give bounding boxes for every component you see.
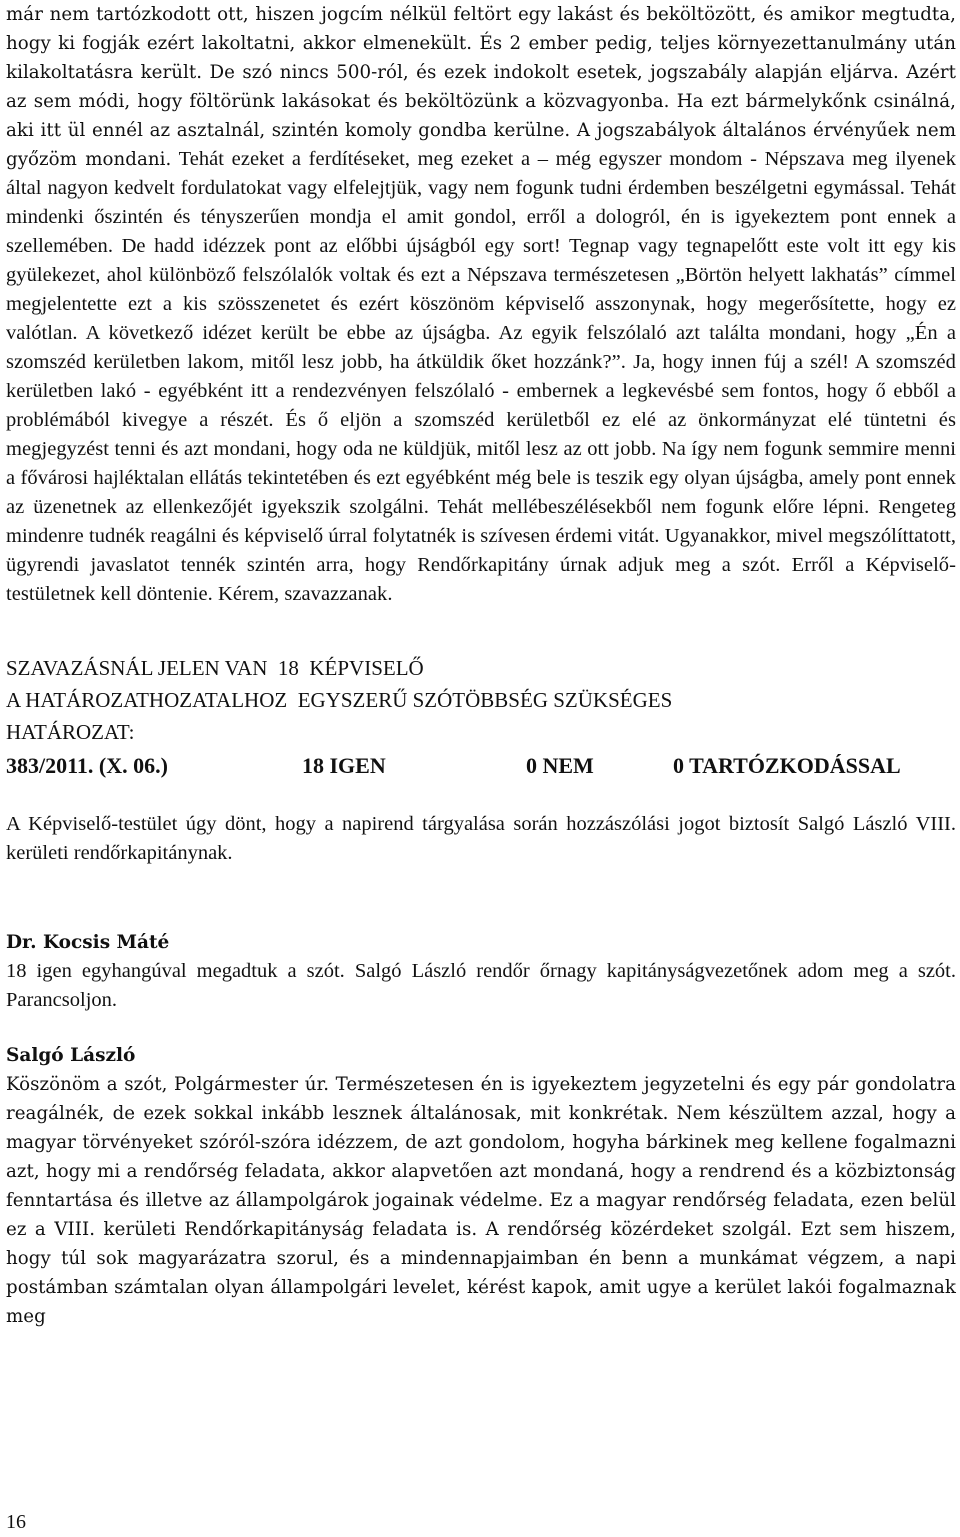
resolution-result-row <box>6 748 956 784</box>
speaker-salgo: Salgó László <box>6 1045 136 1066</box>
vote-majority-line: A HATÁROZATHOZATALHOZ EGYSZERŰ SZÓTÖBBSÉG SZÜKSÉGES <box>6 688 673 712</box>
salgo-text: Köszönöm a szót, Polgármester úr. Természetesen én is igyekeztem jegyzetelni és egy pár gondolatra reagálnék, de ezek sokkal inkább lesznek általánosak, mit konkrétak. Nem készültem azzal, hogy a magyar törvényeket szóról-szóra idézzem, de azt gondolom, hogyha bárkinek meg kellene fogalmazni azt, hogy mi a rendőrség feladata, akkor alapvetően azt mondaná, hogy a rendrend és a közbiztonság fenntartása és illetve az állampolgárok jogainak védelme. Ez a magyar rendőrség feladata, ezen belül ez a VIII. kerületi Rendőrkapitányság feladata is. A rendőrség közérdeket szolgál. Ezt sem hiszem, hogy túl sok magyarázatra szorul, és a mindennapjaimban én benn a munkámat végzem, a napi postámban számtalan olyan állampolgári levelet, kérést kapok, amit ugye a kerület lakói fogalmaznak meg <box>6 1074 956 1327</box>
vote-present-line: SZAVAZÁSNÁL JELEN VAN 18 KÉPVISELŐ <box>6 656 424 680</box>
resolution-number: 383/2011. (X. 06.) <box>6 753 168 778</box>
votes-yes: 18 IGEN <box>302 753 386 778</box>
resolution-label: HATÁROZAT: <box>6 720 135 744</box>
section-gap <box>6 784 956 810</box>
votes-abstain: 0 TARTÓZKODÁSSAL <box>673 753 901 778</box>
opening-paragraph-part2: Tehát ezeket a ferdítéseket, meg ezeket a – még egyszer mondom - Népszava meg ilyenek által nagyon kedvelt fordulatokat vagy elfelejtjük, vagy nem fogunk tudni érdemben beszélgetni egymással. Tehát mindenki őszintén és tényszerűen mondja el amit gondol, erről a dologról, én is igyekeztem pont ennek a szellemében. De hadd idézzek pont az előbbi újságból egy sort! Tegnap vagy tegnapelőtt este volt itt egy kis gyülekezet, ahol különböző felszólalók voltak és ezt a Népszava természetesen „Börtön helyett lakhatás” címmel megjelentette ezt a kis szösszenetet és ezért köszönöm képviselő asszonynak, hogy megerősítette, hogy ez valótlan. A következő idézet került be ebbe az újságba. Az egyik felszólaló azt találta mondani, hogy „Én a szomszéd kerületben lakom, mitől lesz jobb, ha átküldik őket hozzánk?”. Ja, hogy innen fúj a szél! A szomszéd kerületben lakó - egyébként itt a rendezvényen felszólaló - embernek a legkevésbé sem fontos, hogy ő ebből a problémából kivegye a részét. És ő eljön a szomszéd kerületből ez elé az önkormányzat elé tüntetni és megjegyzést tenni és azt mondani, hogy oda ne küldjük, mitől lesz az ott jobb. Na így nem fogunk semmire menni a fővárosi hajléktalan ellátás tekintetében és ezt egyébként még bele is teszik egy olyan újságba, amely pont ennek az üzenetnek az ellenkezőjét igyekszik szolgálni. Tehát mellébeszélésekből nem fogunk előre lépni. Rengeteg mindenre tudnék reagálni és képviselő úrral folytatnék is szívesen érdemi vitát. Ugyanakkor, mivel megszólíttatott, ügyrendi javaslatot tennék szintén arra, hogy Rendőrkapitány úrnak adjuk meg a szót. Erről a Képviselő-testületnek kell döntenie. Kérem, szavazzanak. <box>6 148 957 605</box>
speaker-kocsis: Dr. Kocsis Máté <box>6 932 170 953</box>
section-gap <box>6 868 956 928</box>
page-number: 16 <box>6 1511 26 1533</box>
kocsis-text: 18 igen egyhangúval megadtuk a szót. Salgó László rendőr őrnagy kapitányságvezetőnek adom meg a szót. Parancsoljon. <box>6 960 956 1011</box>
opening-paragraph-part1: már nem tartózkodott ott, hiszen jogcím nélkül feltört egy lakást és beköltözött, és amikor megtudta, hogy ki fogják ezért lakoltatni, akkor elmenekült. És 2 ember pedig, teljes környezettanulmány után kilakoltatásra került. De szó nincs 500-ról, és ezek indokolt esetek, jogszabály alapján eljárva. Azért az sem módi, hogy föltörünk lakásokat és beköltözünk a közvagyonba. Ha ezt bármelykőnk csinálná, aki itt ül ennél az asztalnál, szintén komoly gondba kerülne. A jogszabályok általános érvényűek nem győzöm mondani. <box>6 4 956 170</box>
decision-text: A Képviselő-testület úgy dönt, hogy a napirend tárgyalása során hozzászólási jogot biztosít Salgó László VIII. kerületi rendőrkapitánynak. <box>6 813 956 864</box>
document-page <box>6 0 956 1331</box>
opening-paragraph <box>6 0 956 609</box>
section-gap <box>6 609 956 652</box>
section-gap <box>6 1015 956 1041</box>
vote-summary <box>6 652 956 748</box>
votes-no: 0 NEM <box>526 753 594 778</box>
